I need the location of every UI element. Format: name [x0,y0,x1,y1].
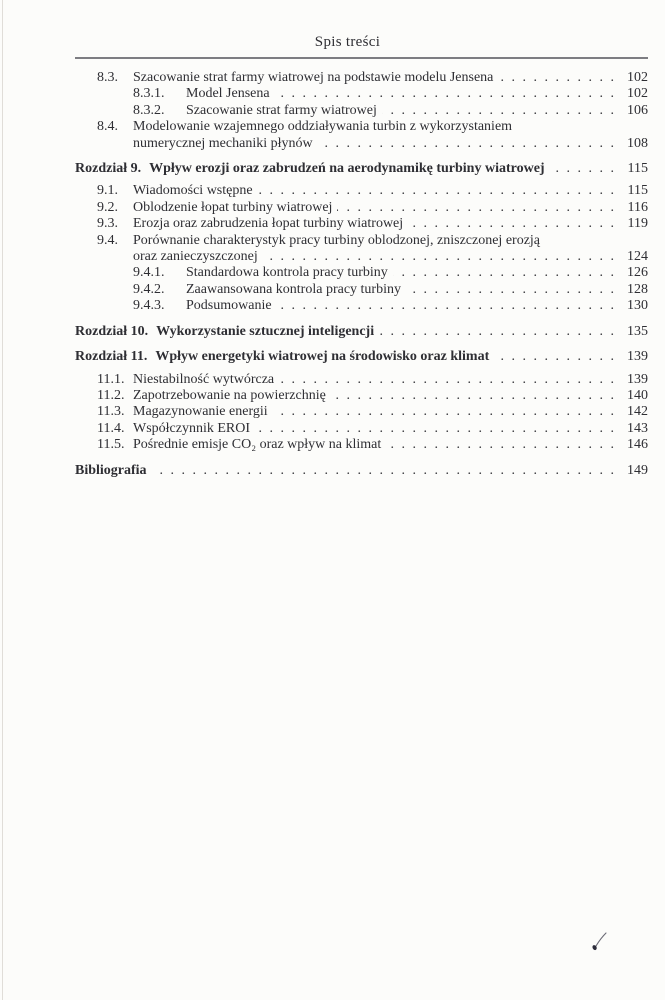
toc-entry-number: 8.3. [97,70,118,85]
toc-entry [75,404,648,420]
toc-entry-page: 102 [627,70,648,85]
toc-entry-page: 124 [627,249,648,265]
toc-entry [75,421,648,437]
leader-dots [498,70,614,86]
leader-dots [406,282,614,298]
toc-entry [75,200,648,216]
header-rule [75,57,648,59]
toc-entry [75,324,648,340]
toc-entry-title: Zapotrzebowanie na powierzchnię [133,387,326,403]
toc-entry [75,216,648,232]
scan-edge-artifact [2,0,3,1000]
toc-entry-number: 8.3.2. [133,102,165,118]
toc-entry-number: 11.5. [97,437,125,453]
toc-entry-number: 8.4. [97,119,118,135]
toc-entry-number: 11.3. [97,404,125,420]
leader-dots [275,86,614,102]
toc-entry-page: 115 [627,161,648,177]
toc-entry [75,86,648,102]
page-header [75,34,648,51]
leader-dots [382,103,614,119]
leader-dots [318,136,614,152]
toc-entry [75,463,648,479]
toc-entry [75,265,648,281]
toc-entry [75,437,648,453]
toc-entry-number: Rozdział 9. [75,161,142,177]
leader-dots [550,161,614,177]
toc-entry-page: 135 [627,323,648,339]
toc-entry-page: 115 [627,183,648,199]
leader-dots [494,349,614,365]
toc-entry-title: numerycznej mechaniki płynów [133,135,313,151]
toc-entry-page: 140 [627,387,648,403]
toc-entry-number: Rozdział 11. [75,349,148,365]
toc-entry-title: Szacowanie strat farmy wiatrowej [186,102,377,118]
toc-entry-page: 108 [627,135,648,151]
leader-dots [273,404,614,420]
toc-entry-title: Szacowanie strat farmy wiatrowej na podstawie modelu Jensena [133,70,494,85]
toc-entry [75,136,648,152]
toc-entry-page: 146 [627,437,648,453]
toc-entry-number: 8.3.1. [133,86,165,102]
leader-dots [337,200,614,216]
toc-entry-number: 9.3. [97,216,118,232]
toc-entry-title: oraz zanieczyszczonej [133,249,258,265]
toc-entry-number: 9.4.2. [133,281,165,297]
page-header-title: Spis treści [314,34,381,50]
leader-dots [263,249,614,265]
toc-entry-page: 102 [627,86,648,102]
leader-dots [379,324,614,340]
leader-dots [255,421,614,437]
toc-entry-title: Modelowanie wzajemnego oddziaływania turbin z wykorzystaniem [133,119,513,135]
toc-entry-page: 143 [627,420,648,436]
toc-entry [75,103,648,119]
leader-dots [386,437,614,453]
leader-dots [331,388,614,404]
toc-entry-title: Porównanie charakterystyk pracy turbiny oblodzonej, zniszczonej erozją [133,232,541,248]
leader-dots [279,372,614,388]
ink-mark [586,928,612,958]
toc-entry [75,161,648,177]
toc-entry-page: 128 [627,281,648,297]
leader-dots [393,265,614,281]
toc-entry-title: Wpływ energetyki wiatrowej na środowisko oraz klimat [155,349,490,365]
toc-entry-number: 9.4.1. [133,265,165,281]
toc-entry-title: Magazynowanie energii [133,404,268,420]
leader-dots [160,463,614,479]
toc-entry-number: 9.4.3. [133,298,165,314]
toc-entry-page: 142 [627,404,648,420]
toc-entry-title: Wpływ erozji oraz zabrudzeń na aerodynamikę turbiny wiatrowej [149,161,545,177]
toc-entry-page: 106 [627,102,648,118]
leader-dots [277,298,614,314]
toc-entry-title: Oblodzenie łopat turbiny wiatrowej [133,199,333,215]
toc-entry-number: 11.4. [97,420,125,436]
toc-entry-page: 126 [627,265,648,281]
toc-entry-page: 119 [627,216,648,232]
toc-entry-title: Niestabilność wytwórcza [133,371,275,387]
toc-entry [75,388,648,404]
toc-entry-number: 9.2. [97,199,118,215]
toc-entry [75,282,648,298]
toc-entry-page: 139 [627,349,648,365]
toc-entry [75,233,648,249]
toc-entry-number: 11.2. [97,387,125,403]
toc-entry-number: 9.1. [97,183,118,199]
toc-entry-title: Wiadomości wstępne [133,183,253,199]
toc-entry-title: Pośrednie emisje CO₂ oraz wpływ na klimat [133,437,382,453]
toc-entry-page: 139 [627,371,648,387]
toc-entry-title: Model Jensena [186,86,270,102]
toc-entry [75,298,648,314]
toc-entry-title: Zaawansowana kontrola pracy turbiny [186,281,401,297]
toc-entry [75,372,648,388]
toc-entry-page: 116 [627,199,648,215]
toc-entry-number: 9.4. [97,232,118,248]
toc-entry [75,70,648,86]
toc-entry [75,249,648,265]
leader-dots [408,216,614,232]
toc-entry-title: Wykorzystanie sztucznej inteligencji [156,323,375,339]
toc-entry-page: 149 [627,462,648,478]
table-of-contents [75,70,648,485]
toc-entry-title: Erozja oraz zabrudzenia łopat turbiny wiatrowej [133,216,404,232]
toc-entry-number: Bibliografia [75,462,147,478]
toc-entry-number: 11.1. [97,371,125,387]
toc-entry [75,349,648,365]
toc-entry [75,119,648,135]
toc-entry-page: 130 [627,298,648,314]
leader-dots [258,183,614,199]
toc-entry-title: Podsumowanie [186,298,272,314]
toc-entry-title: Standardowa kontrola pracy turbiny [186,265,388,281]
toc-entry [75,183,648,199]
toc-entry-number: Rozdział 10. [75,323,149,339]
toc-entry-title: Współczynnik EROI [133,420,251,436]
